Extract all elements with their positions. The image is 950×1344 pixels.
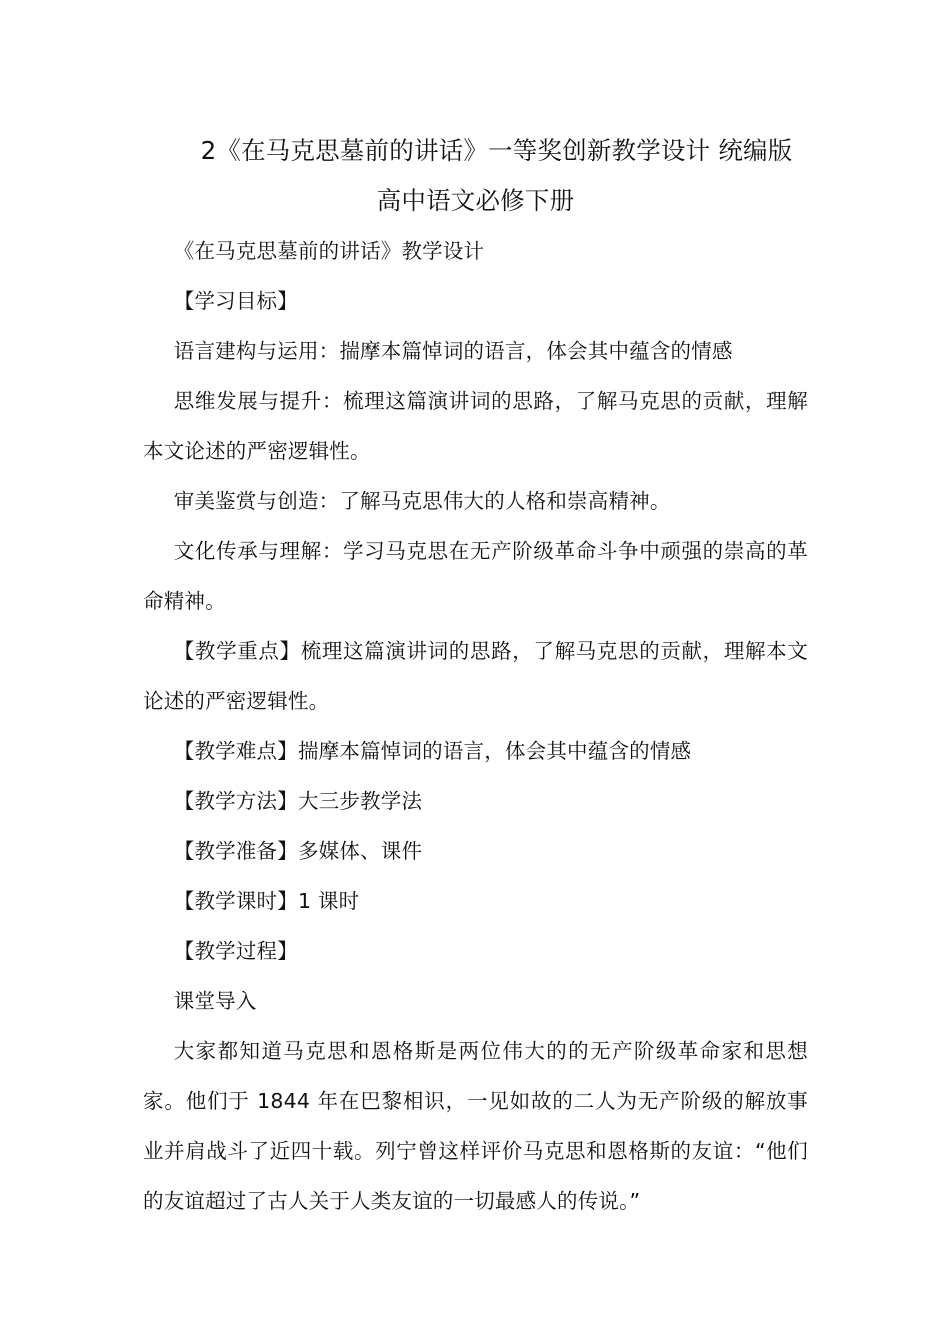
teaching-focus: 【教学重点】梳理这篇演讲词的思路，了解马克思的贡献，理解本文论述的严密逻辑性。 [143,639,808,713]
teaching-difficulty: 【教学难点】揣摩本篇悼词的语言，体会其中蕴含的情感 [173,739,692,763]
title-line-1: 2《在马克思墓前的讲话》一等奖创新教学设计 统编版 [200,136,793,165]
objective-thinking: 思维发展与提升：梳理这篇演讲词的思路，了解马克思的贡献，理解本文论述的严密逻辑性。 [143,389,808,463]
title-line-2: 高中语文必修下册 [376,186,575,215]
teaching-preparation: 【教学准备】多媒体、课件 [173,839,423,863]
teaching-hours: 【教学课时】1 课时 [173,889,360,913]
objective-culture: 文化传承与理解：学习马克思在无产阶级革命斗争中顽强的崇高的革命精神。 [143,539,808,613]
class-introduction-heading: 课堂导入 [173,989,257,1013]
document-page [143,126,808,1226]
section-heading-objectives: 【学习目标】 [173,289,298,313]
objective-language: 语言建构与运用：揣摩本篇悼词的语言，体会其中蕴含的情感 [173,339,733,363]
section-heading-process: 【教学过程】 [173,939,298,963]
objective-aesthetics: 审美鉴赏与创造：了解马克思伟大的人格和崇高精神。 [173,489,671,513]
class-introduction-text: 大家都知道马克思和恩格斯是两位伟大的的无产阶级革命家和思想家。他们于 1844 年在巴黎相识，一见如故的二人为无产阶级的解放事业并肩战斗了近四十载。列宁曾这样评价马克思和恩格斯的友谊：“他们的友谊超过了古人关于人类友谊的一切最感人的传说。” [143,1039,808,1213]
document-title [143,126,808,226]
teaching-method: 【教学方法】大三步教学法 [173,789,423,813]
document-subtitle: 《在马克思墓前的讲话》教学设计 [173,239,485,263]
